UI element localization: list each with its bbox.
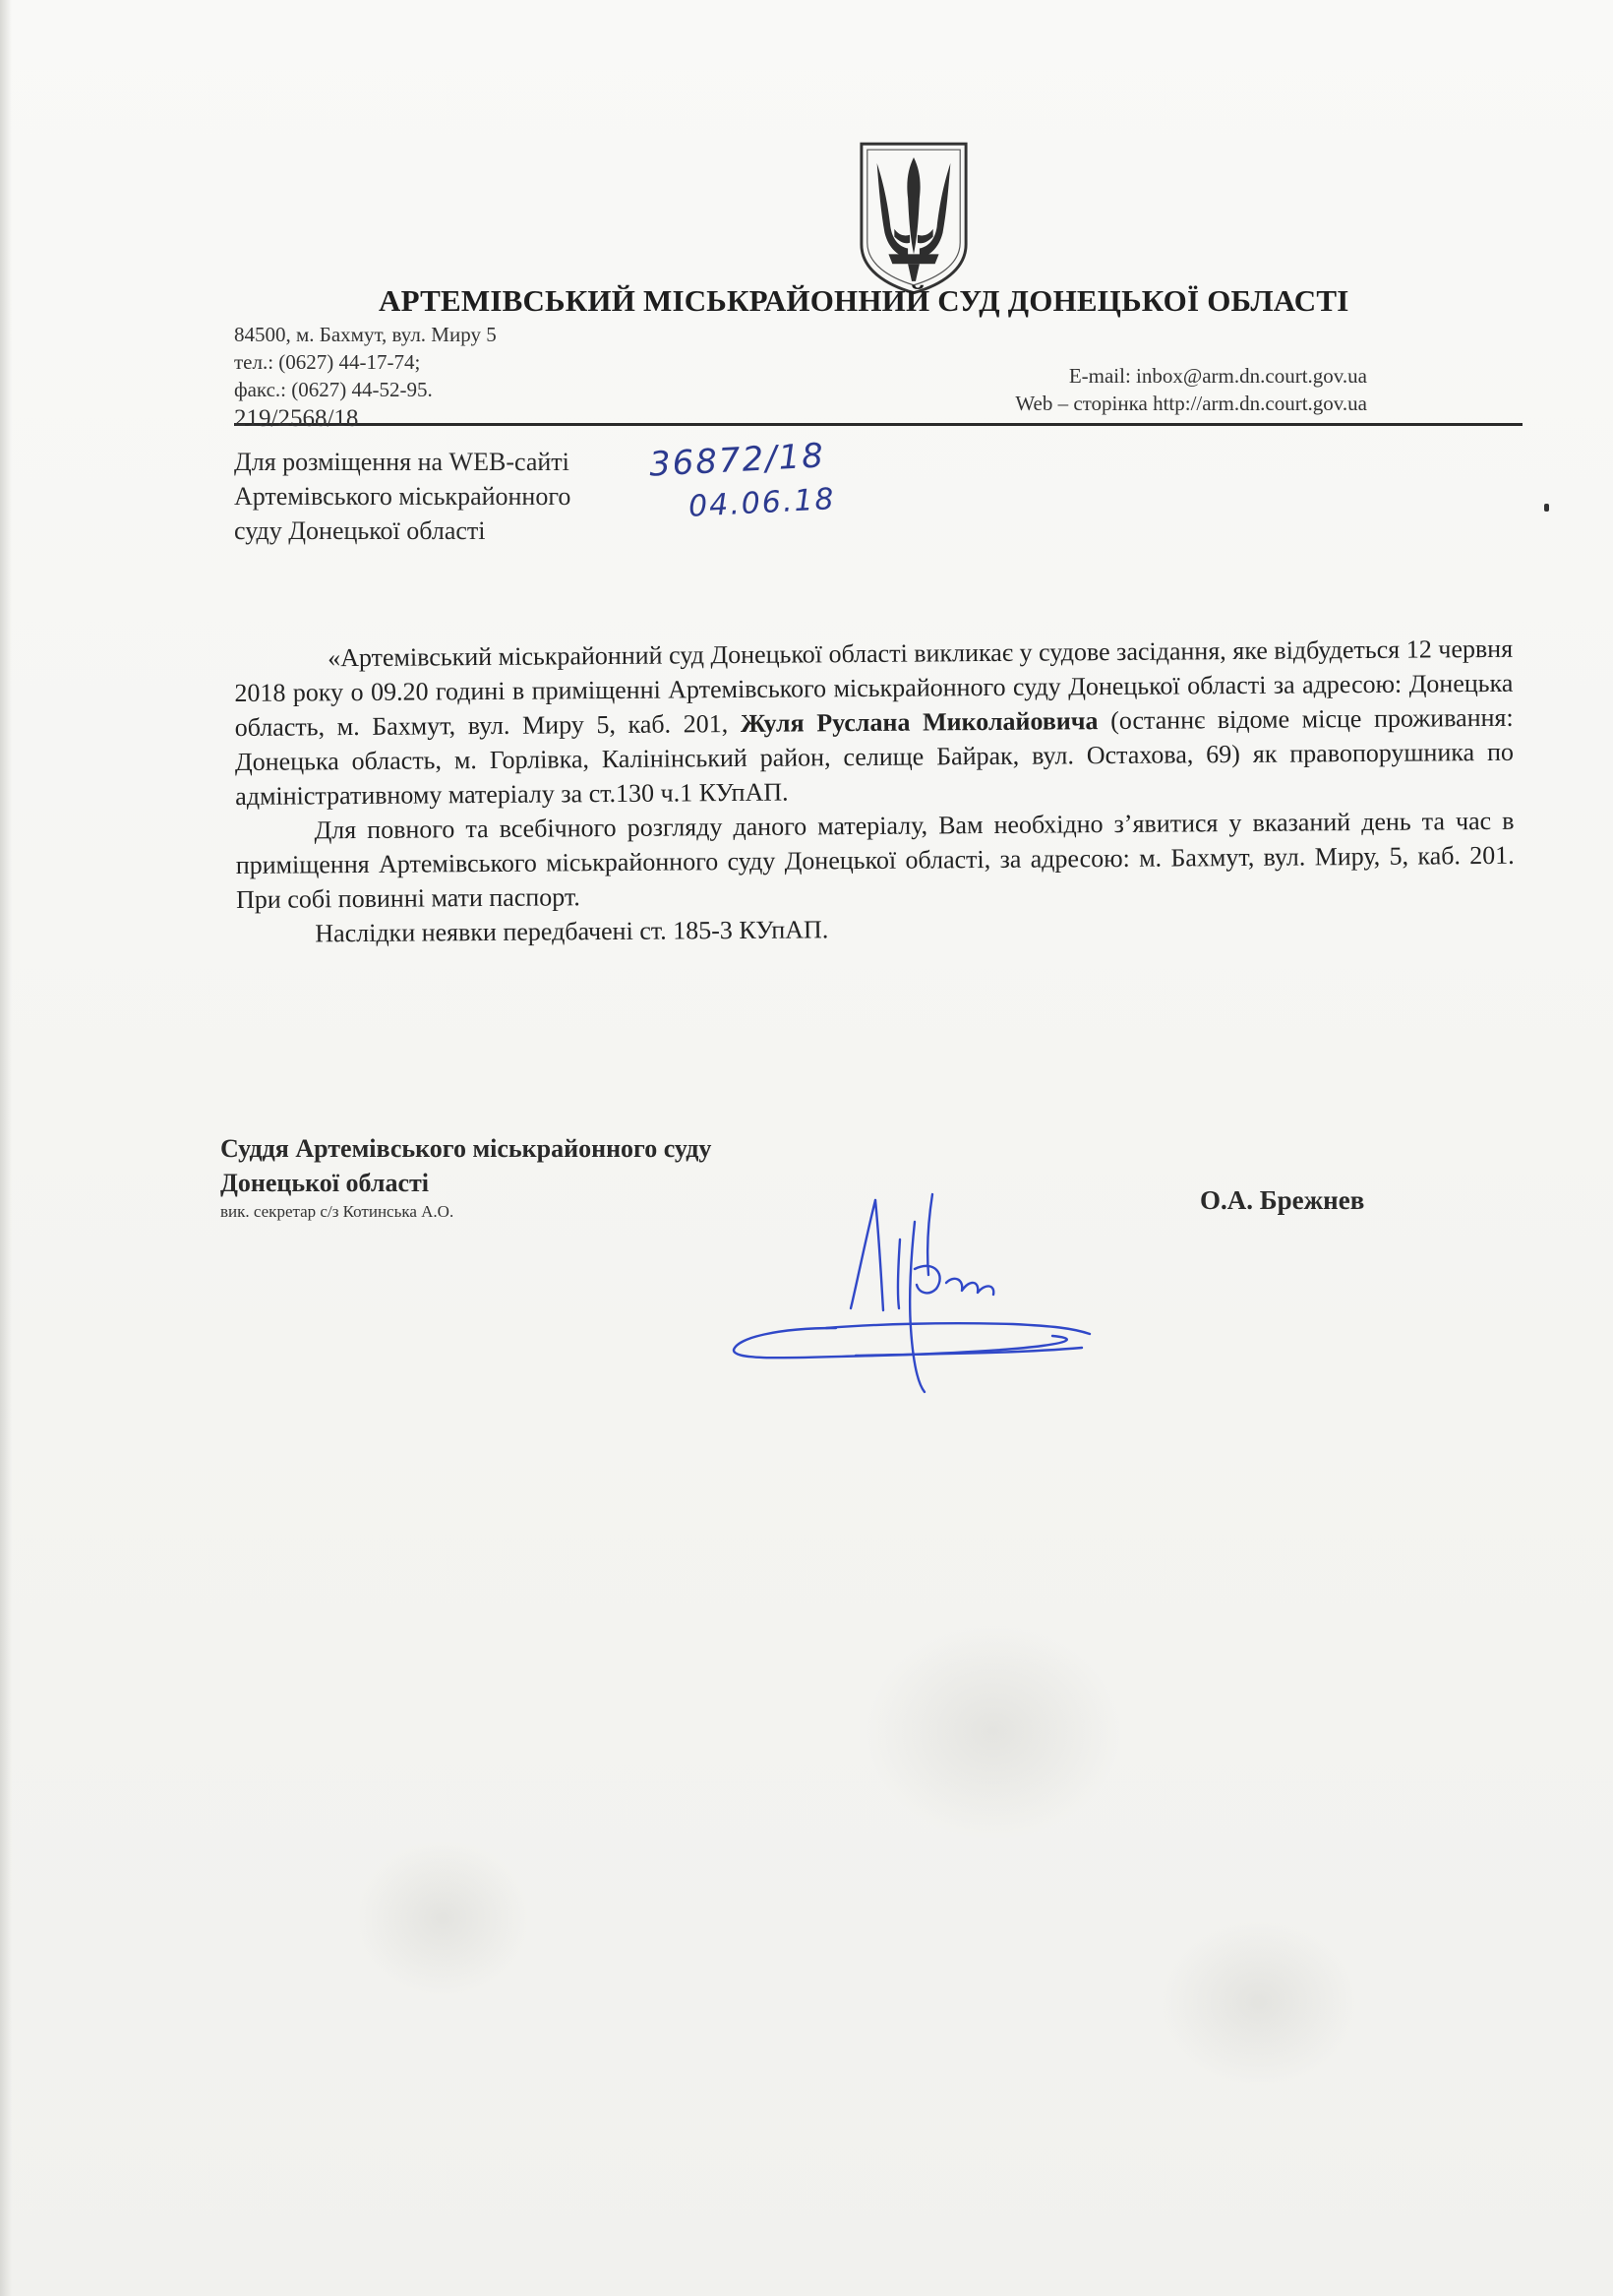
summons-paragraph (234, 632, 1514, 814)
trident-emblem-icon (856, 140, 972, 295)
court-fax: факс.: (0627) 44-52-95. (234, 378, 433, 401)
court-contacts-block (885, 362, 1367, 417)
scan-mark (1544, 504, 1549, 512)
court-email: E-mail: inbox@arm.dn.court.gov.ua (1068, 364, 1367, 388)
case-number: 219/2568/18 (234, 405, 359, 432)
paper-smudge (1161, 1918, 1357, 2085)
header-divider (234, 423, 1523, 426)
summons-paragraph: Для повного та всебічного розгляду даного матеріалу, Вам необхідно з’явитися у вказаний день та час в приміщення Артемівського міськрайонного суду Донецької області, за адресою: м. Бахмут, вул. Миру, 5, каб. 201. При собі повинні мати паспорт. (235, 806, 1515, 914)
recipient-line: Артемівського міськрайонного (234, 482, 571, 511)
paper-smudge (866, 1623, 1121, 1840)
handwritten-registration-number: 36872/18 (648, 436, 826, 485)
signatory-title-line: Суддя Артемівського міськрайонного суду (220, 1134, 712, 1163)
recipient-block (234, 445, 570, 548)
summons-text: (останнє відоме місце проживання: Донецька область, м. Горлівка, Калінінський район, селище Байрак, вул. Остахова, 69) як правопорушника по адміністративному матеріалу за ст.130 ч.1 КУпАП. (234, 702, 1515, 811)
summons-paragraph: Наслідки неявки передбачені ст. 185-3 КУпАП. (315, 915, 829, 948)
recipient-line: Для розміщення на WEB-сайті (234, 448, 569, 476)
secretary-note: вик. секретар с/з Котинська А.О. (220, 1202, 454, 1221)
judge-name: О.А. Брежнев (1200, 1185, 1365, 1215)
scan-edge-shadow (0, 0, 12, 2296)
paper-smudge (354, 1840, 531, 1997)
summons-text: «Артемівський міськрайонний суд Донецької області викликає у судове засідання, яке відбудеться 12 червня 2018 року о 09.20 годині в приміщенні Артемівського міськрайонного суду Донецької області за адресою: Донецька область, м. Бахмут, вул. Миру 5, каб. 201, (234, 634, 1514, 742)
defendant-name: Жуля Руслана Миколайовича (740, 706, 1099, 738)
court-address-block (234, 321, 497, 403)
signatory-title (220, 1131, 711, 1200)
court-website: Web – сторінка http://arm.dn.court.gov.ua (1015, 392, 1367, 415)
court-address: 84500, м. Бахмут, вул. Миру 5 (234, 323, 497, 346)
handwritten-signature-icon (718, 1180, 1161, 1417)
summons-body (234, 632, 1515, 951)
court-title: АРТЕМІВСЬКИЙ МІСЬКРАЙОННИЙ СУД ДОНЕЦЬКОЇ ОБЛАСТІ (379, 283, 1349, 318)
court-phone: тел.: (0627) 44-17-74; (234, 350, 421, 374)
handwritten-registration-date: 04.06.18 (687, 482, 837, 524)
signatory-title-line: Донецької області (220, 1169, 429, 1197)
recipient-line: суду Донецької області (234, 516, 486, 545)
